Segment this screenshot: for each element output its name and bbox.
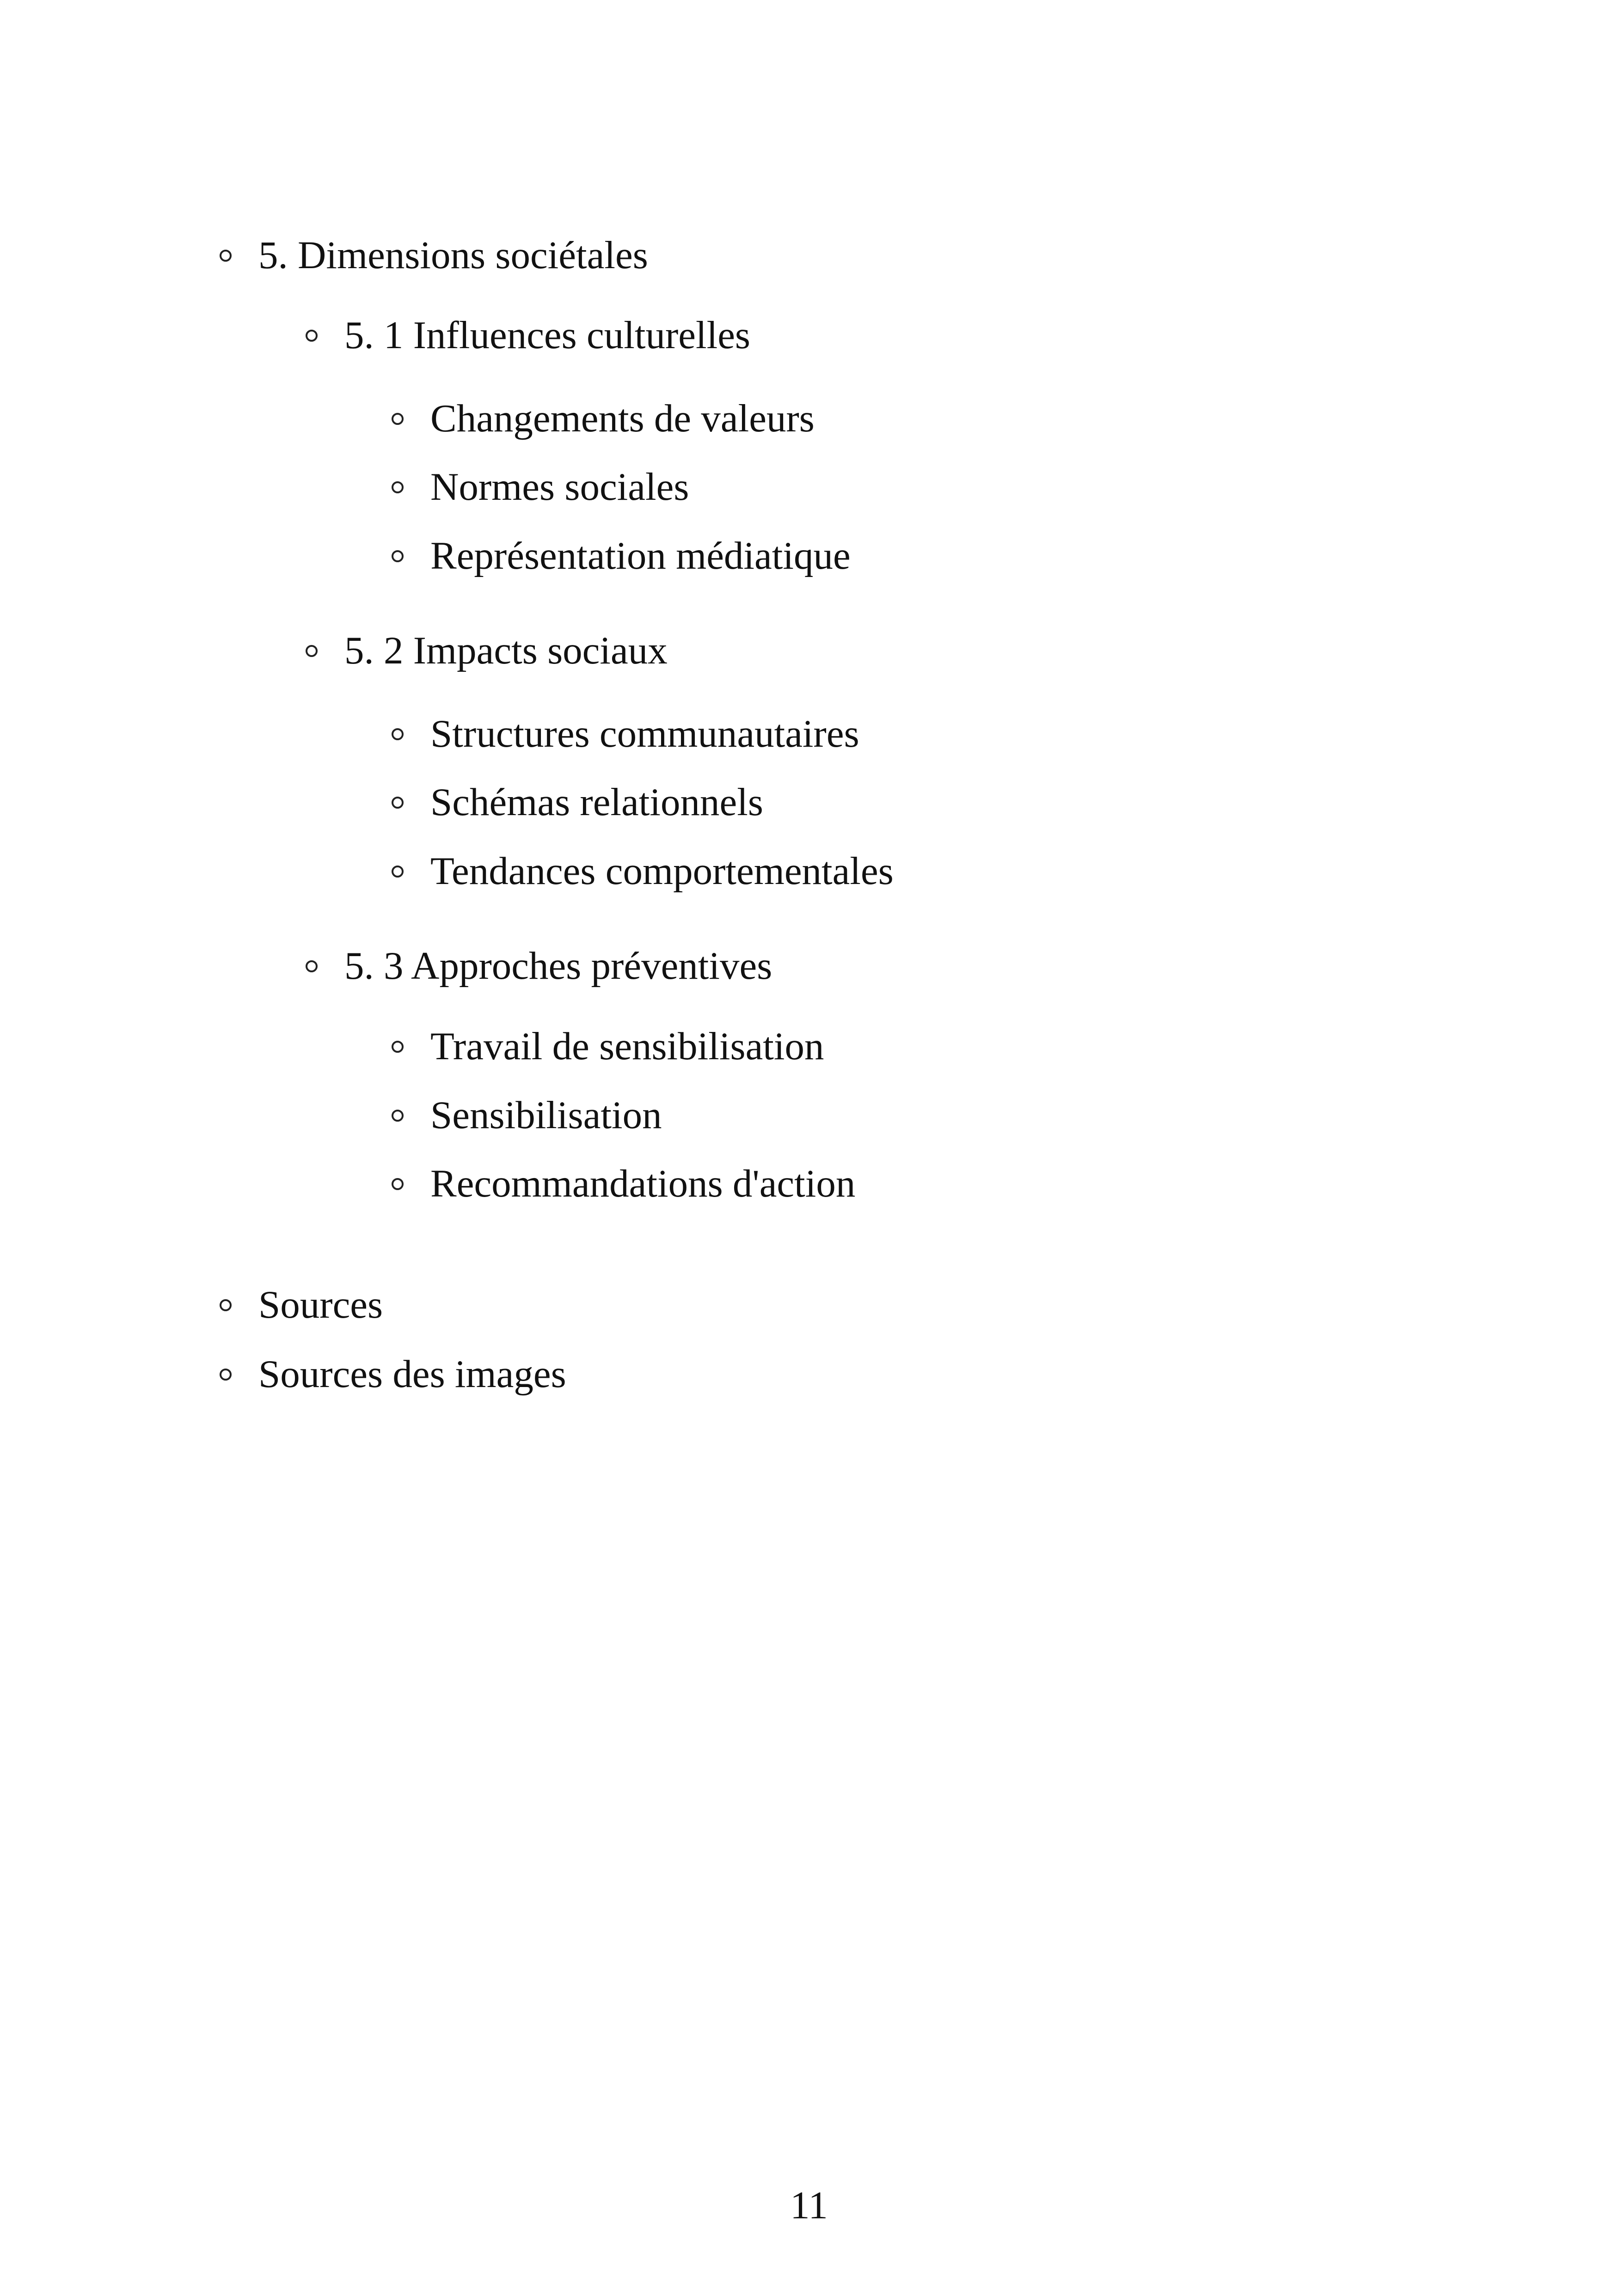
toc-entry-sources-des-images[interactable] <box>220 1352 566 1396</box>
hollow-circle-bullet-icon <box>392 413 404 425</box>
hollow-circle-bullet-icon <box>306 645 318 657</box>
toc-entry-representation-mediatique[interactable] <box>392 536 851 576</box>
hollow-circle-bullet-icon <box>306 330 318 342</box>
toc-entry-tendances-comportementales[interactable] <box>392 849 894 893</box>
toc-entry-label: Travail de sensibilisation <box>430 1025 824 1068</box>
toc-entry-label: Tendances comportementales <box>430 849 894 893</box>
hollow-circle-bullet-icon <box>220 1299 232 1311</box>
toc-entry-travail-de-sensibilisation[interactable] <box>392 1027 824 1066</box>
toc-entry-section-5-3[interactable] <box>306 946 772 986</box>
toc-entry-label: Représentation médiatique <box>430 534 851 577</box>
toc-entry-changements-de-valeurs[interactable] <box>392 399 815 438</box>
hollow-circle-bullet-icon <box>392 481 404 493</box>
page-number: 11 <box>790 2184 828 2227</box>
toc-entry-section-5-1[interactable] <box>306 313 751 357</box>
toc-entry-label: Sensibilisation <box>430 1093 662 1137</box>
hollow-circle-bullet-icon <box>392 866 404 878</box>
toc-entry-recommandations-daction[interactable] <box>392 1164 855 1203</box>
toc-entry-label: Sources des images <box>258 1352 566 1396</box>
toc-entry-schemas-relationnels[interactable] <box>392 780 763 824</box>
hollow-circle-bullet-icon <box>220 250 232 262</box>
hollow-circle-bullet-icon <box>220 1369 232 1381</box>
toc-entry-label: Recommandations d'action <box>430 1162 856 1205</box>
toc-entry-label: 5. 3 Approches préventives <box>344 944 772 988</box>
toc-entry-label: Normes sociales <box>430 465 689 509</box>
toc-entry-label: 5. 2 Impacts sociaux <box>344 629 668 672</box>
hollow-circle-bullet-icon <box>392 1110 404 1122</box>
hollow-circle-bullet-icon <box>392 728 404 740</box>
toc-entry-label: 5. 1 Influences culturelles <box>344 313 751 357</box>
toc-entry-label: Sources <box>258 1283 383 1326</box>
toc-entry-section-5[interactable] <box>220 233 648 277</box>
toc-entry-sensibilisation[interactable] <box>392 1093 662 1137</box>
hollow-circle-bullet-icon <box>392 550 404 562</box>
toc-entry-normes-sociales[interactable] <box>392 467 689 507</box>
hollow-circle-bullet-icon <box>392 1178 404 1190</box>
toc-entry-label: Schémas relationnels <box>430 780 763 824</box>
hollow-circle-bullet-icon <box>392 797 404 809</box>
toc-entry-sources[interactable] <box>220 1285 383 1325</box>
hollow-circle-bullet-icon <box>392 1041 404 1053</box>
toc-entry-label: 5. Dimensions sociétales <box>258 233 648 277</box>
toc-entry-label: Structures communautaires <box>430 712 859 755</box>
hollow-circle-bullet-icon <box>306 960 318 972</box>
toc-entry-section-5-2[interactable] <box>306 631 668 670</box>
toc-entry-label: Changements de valeurs <box>430 397 815 440</box>
toc-entry-structures-communautaires[interactable] <box>392 714 859 754</box>
